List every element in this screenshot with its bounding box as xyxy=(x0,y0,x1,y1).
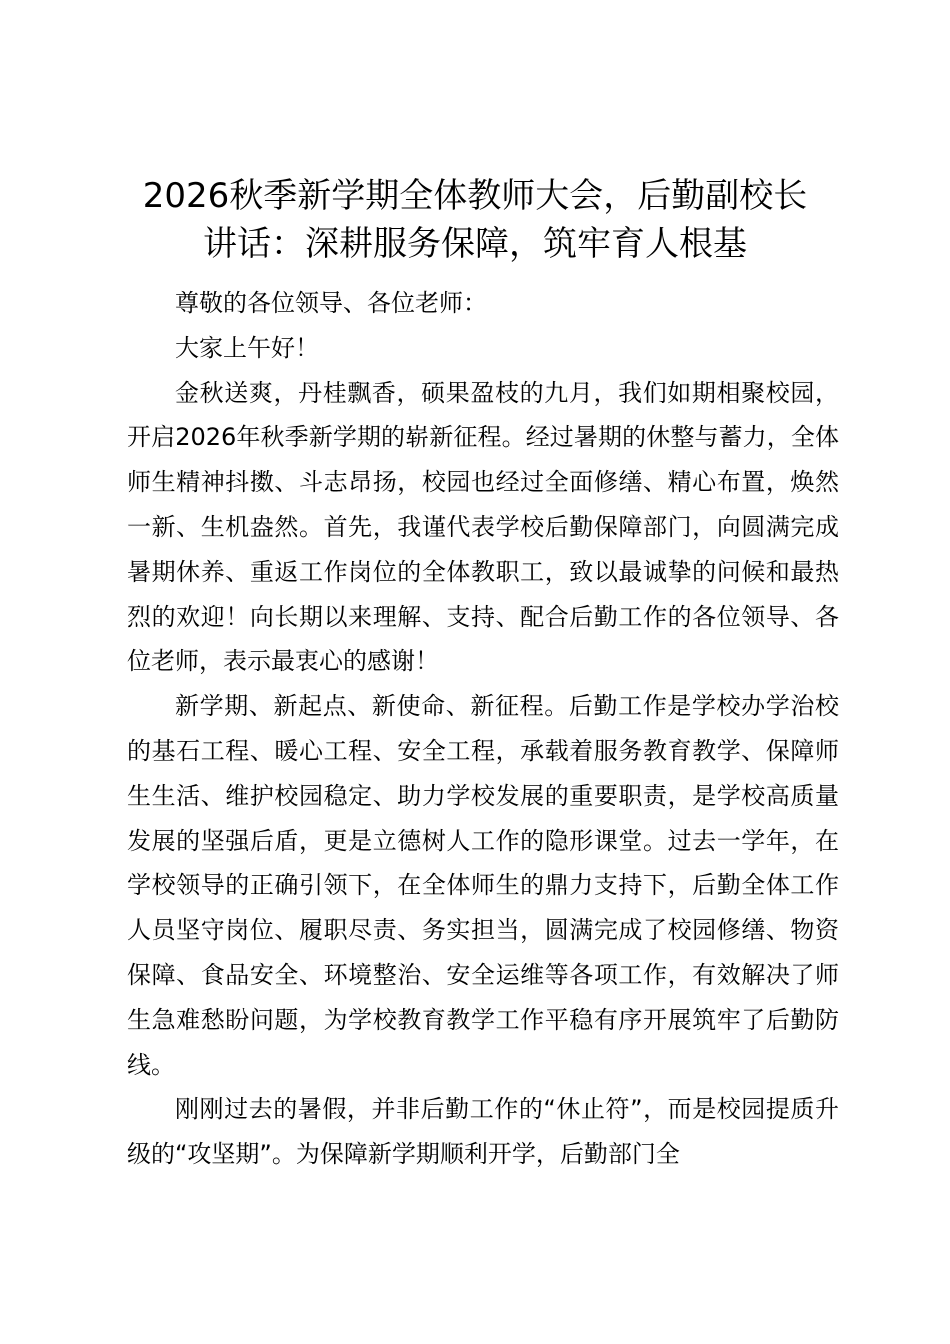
greeting: 大家上午好！ xyxy=(175,333,319,362)
title-line-2: 讲话：深耕服务保障，筑牢育人根基 xyxy=(203,224,747,264)
document-body xyxy=(127,281,839,1177)
paragraph: 新学期、新起点、新使命、新征程。后勤工作是学校办学治校的基石工程、暖心工程、安全工程，承载着服务教育教学、保障师生生活、维护校园稳定、助力学校发展的重要职责，是学校高质量发展的坚强后盾，更是立德树人工作的隐形课堂。过去一学年，在学校领导的正确引领下，在全体师生的鼎力支持下，后勤全体工作人员坚守岗位、履职尽责、务实担当，圆满完成了校园修缮、物资保障、食品安全、环境整治、安全运维等各项工作，有效解决了师生急难愁盼问题，为学校教育教学工作平稳有序开展筑牢了后勤防线。 xyxy=(127,692,839,1079)
title-line-1: 2026秋季新学期全体教师大会，后勤副校长 xyxy=(142,176,808,216)
document-title xyxy=(112,172,838,268)
paragraph: 金秋送爽，丹桂飘香，硕果盈枝的九月，我们如期相聚校园，开启2026年秋季新学期的崭新征程。经过暑期的休整与蓄力，全体师生精神抖擞、斗志昂扬，校园也经过全面修缮、精心布置，焕然一新、生机盎然。首先，我谨代表学校后勤保障部门，向圆满完成暑期休养、重返工作岗位的全体教职工，致以最诚挚的问候和最热烈的欢迎！向长期以来理解、支持、配合后勤工作的各位领导、各位老师，表示最衷心的感谢！ xyxy=(127,378,839,676)
paragraph: 刚刚过去的暑假，并非后勤工作的“休止符”，而是校园提质升级的“攻坚期”。为保障新学期顺利开学，后勤部门全 xyxy=(127,1095,839,1169)
salutation: 尊敬的各位领导、各位老师： xyxy=(175,289,487,317)
